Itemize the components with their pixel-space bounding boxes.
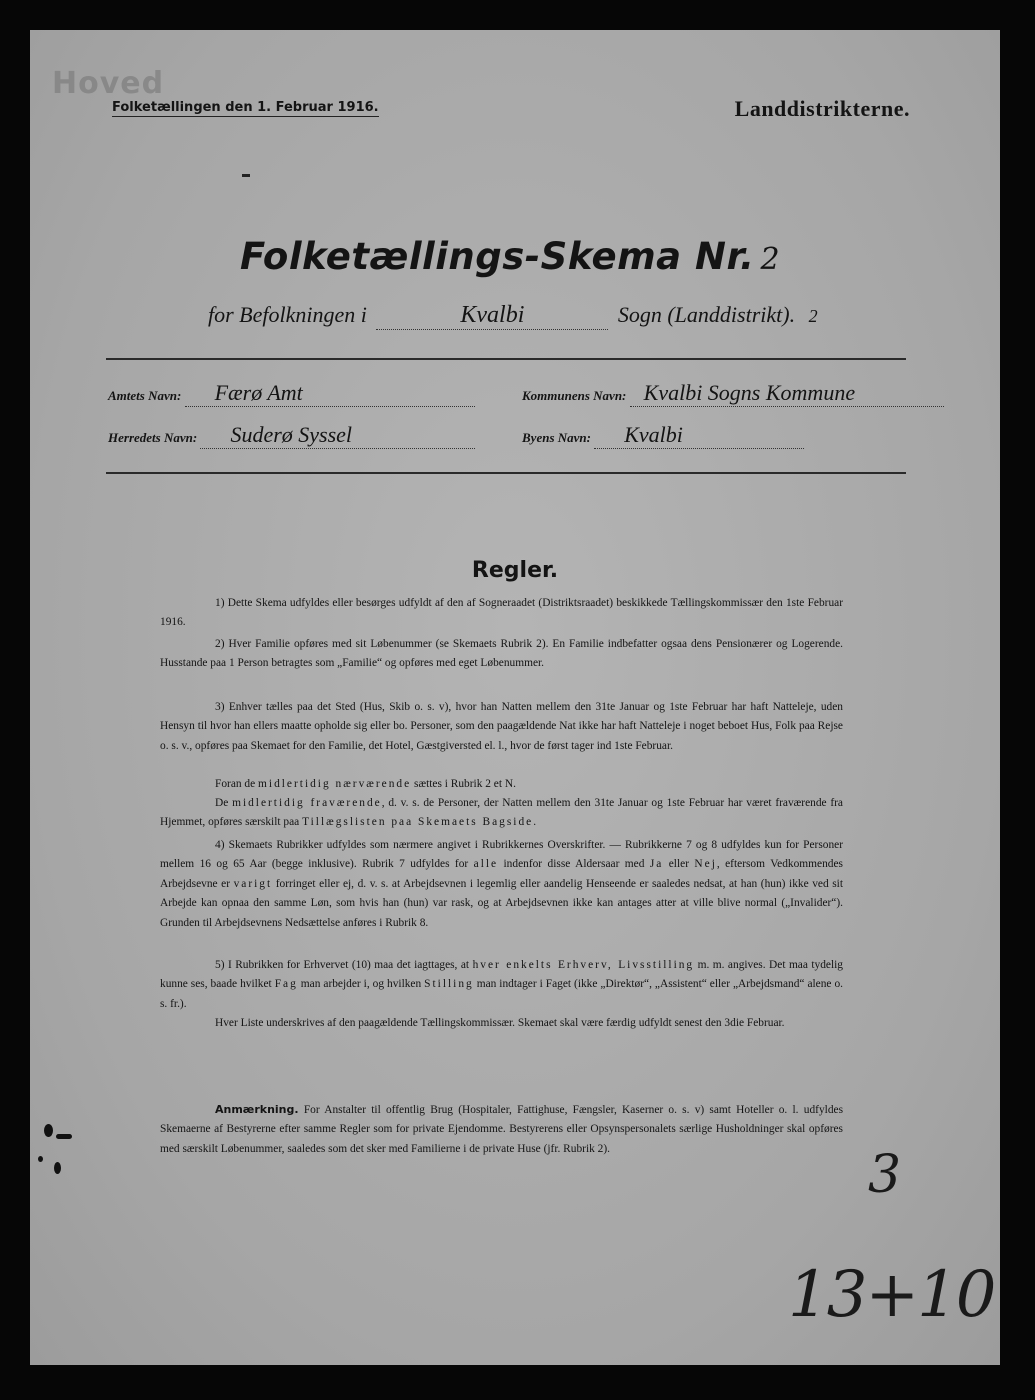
ink-blot <box>44 1124 53 1137</box>
form-number-handwritten: 2 <box>760 242 781 277</box>
herred-value: Suderø Syssel <box>200 422 475 449</box>
rule-3-absent-mid: , d. v. s. de Personer, der Natten mellem den 31te Januar og 1ste Februar har været fraværende fra Hjemmet, opføres særskilt paa <box>160 797 843 829</box>
rule-6: Hver Liste underskrives af den paagældende Tællingskommissær. Skemaet skal være færdig udfyldt senest den 3die Februar. <box>215 1017 785 1029</box>
rule-4-post: forringet eller ej, d. v. s. at Arbejdsevnen i legemlig eller aandelig Henseende er saaledes nedsat, at han (hun) ikke ved sit Arbejde kan opnaa den samme Løn, som hvis han (hun) var rask, og at Arbejdsevnen ikke kan antages atter at ville blive normal („Invalider“). Grunden til Arbejdsevnens Nedsættelse anføres i Rubrik 8. <box>160 877 843 929</box>
rule-3: 3) Enhver tælles paa det Sted (Hus, Skib o. s. v), hvor han Natten mellem den 31te Januar og 1ste Februar har haft Natteleje, uden Hensyn til hvor han ellers maatte opholde sig eller bo. Personer, som den paagældende Nat ikke har haft Natteleje i noget beboet Hus, Folk paa Rejse o. s. v., opføres paa Skemaet for den Familie, det Hotel, Gæstgiversted el. l., hvor de først tager ind 1ste Februar. <box>160 701 843 752</box>
rule-3-present-pre: Foran de <box>215 778 256 790</box>
rule-4-pre: 4) Skemaets Rubrikker udfyldes som nærmere angivet i Rubrikkernes Overskrifter. — Rubrikkerne 7 og 8 udfyldes kun for Personer mellem 16 og 65 Aar (begge inklusive). Rubrik 7 udfyldes for <box>160 839 843 871</box>
rule-5 <box>160 956 843 1014</box>
kommune-label: Kommunens Navn: <box>522 388 627 403</box>
rule-4-mid1: indenfor disse Aldersaar med <box>503 858 645 871</box>
rule-5-em3: Stilling <box>424 978 474 991</box>
ink-blot <box>56 1134 72 1139</box>
census-form-page <box>30 30 1000 1365</box>
rule-3-absent <box>160 794 843 833</box>
rule-5-em2: Fag <box>274 978 298 991</box>
archive-number-handwritten: 13+10 <box>788 1258 995 1332</box>
rule-3-absent-pre: De <box>215 797 229 809</box>
rule-3-absent-post: . <box>533 816 537 829</box>
parish-mark: 2 <box>808 306 818 326</box>
rule-4 <box>160 836 843 933</box>
parish-suffix: Sogn (Landdistrikt). <box>617 302 796 327</box>
kommune-value: Kvalbi Sogns Kommune <box>630 380 944 407</box>
note-lead: Anmærkning. <box>215 1103 299 1116</box>
rule-3-absent-em2: Tillægslisten paa Skemaets Bagside <box>302 816 534 829</box>
amt-value: Færø Amt <box>185 380 475 407</box>
ink-mark <box>242 174 250 177</box>
note-text: For Anstalter til offentlig Brug (Hospitaler, Fattighuse, Fængsler, Kaserner o. s. v) samt Hoteller o. l. udfyldes Skemaerne af Bestyrerne efter samme Regler som for private Ejendomme. Bestyrerens eller Opsynspersonalets særlige Husholdninger skal opføres med særskilt Løbenummer, saaledes som det sker med Familierne i de private Huse (jfr. Rubrik 2). <box>160 1104 843 1155</box>
amt-label: Amtets Navn: <box>108 388 182 403</box>
rule-5-post: man indtager i Faget (ikke „Direktør“, „Assistent“ eller „Arbejdsmand“ alene o. s. fr.). <box>160 978 843 1010</box>
rule-2: 2) Hver Familie opføres med sit Løbenummer (se Skemaets Rubrik 2). En Familie indbefatter ogsaa dens Pensionærer og Logerende. Husstande paa 1 Person betragtes som „Familie“ og opføres med eget Løbenummer. <box>160 638 843 670</box>
rule-3-present-em: midlertidig nærværende <box>258 778 412 790</box>
rule-3-present-post: sættes i Rubrik 2 et N. <box>414 778 516 790</box>
top-divider <box>106 358 906 360</box>
rule-4-em1: alle <box>473 858 499 871</box>
rule-3-absent-em: midlertidig fraværende <box>232 797 382 809</box>
form-title-text: Folketællings-Skema Nr. <box>240 235 755 278</box>
rule-1: 1) Dette Skema udfyldes eller besørges udfyldt af den af Sogneraadet (Distriktsraadet) beskikkede Tællingskommissær den 1ste Februar 1916. <box>160 597 843 629</box>
by-value: Kvalbi <box>594 422 804 449</box>
census-date-header: Folketællingen den 1. Februar 1916. <box>112 100 379 115</box>
herred-field <box>108 422 475 449</box>
kommune-field <box>522 380 944 407</box>
herred-label: Herredets Navn: <box>108 430 198 445</box>
rules-heading: Regler. <box>471 558 559 583</box>
rule-5-em1: hver enkelts Erhverv, Livsstilling <box>472 959 695 971</box>
parish-value: Kvalbi <box>376 302 608 330</box>
rule-4-em4: varigt <box>233 877 273 890</box>
rule-4-em3: Nej <box>694 858 717 871</box>
rule-4-mid2: eller <box>668 858 689 871</box>
bottom-divider <box>106 472 906 474</box>
amt-field <box>108 380 475 407</box>
ink-blot <box>54 1162 61 1174</box>
rule-5-mid1: m. m. angives. Det maa tydelig kunne ses, baade hvilket <box>160 959 844 991</box>
ink-blot <box>38 1156 43 1162</box>
district-type-header: Landdistrikterne. <box>734 96 910 121</box>
page-number-handwritten: 3 <box>868 1145 902 1205</box>
note <box>160 1100 843 1159</box>
rule-3-present <box>160 775 843 794</box>
parish-prefix: for Befolkningen i <box>208 302 367 327</box>
form-title <box>240 235 780 278</box>
by-label: Byens Navn: <box>522 430 591 445</box>
faded-stamp: Hoved <box>52 66 165 101</box>
rule-4-em2: Ja <box>649 858 664 871</box>
rule-5-mid2: man arbejder i, og hvilken <box>300 978 422 991</box>
parish-line <box>208 302 818 330</box>
by-field <box>522 422 804 449</box>
rule-5-pre: 5) I Rubrikken for Erhvervet (10) maa det iagttages, at <box>215 959 470 971</box>
rule-4-mid3: , eftersom Vedkommendes Arbejdsevne er <box>160 858 843 890</box>
